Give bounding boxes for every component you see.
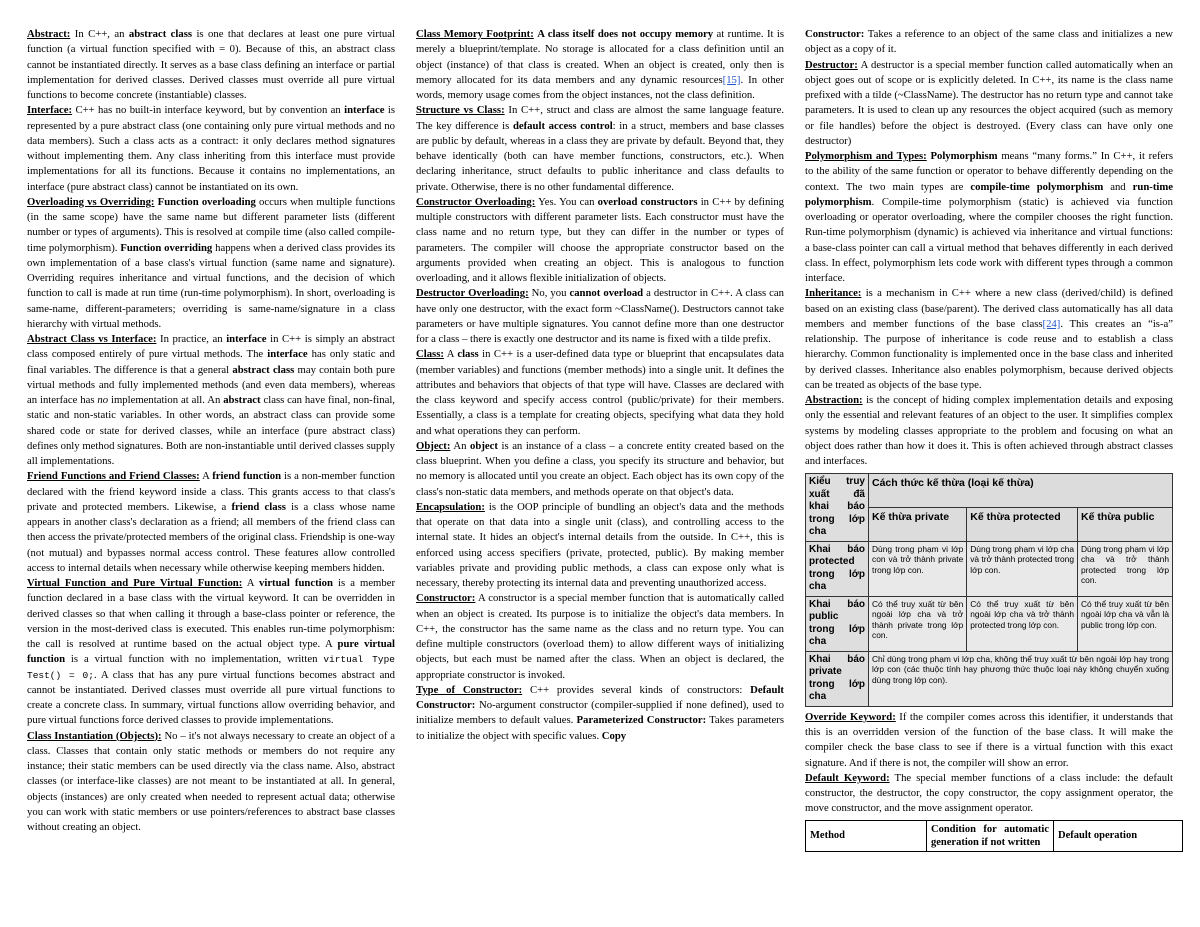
text-run: . This creates an “is-a” relationship. The purpose of inheritance is code reuse and to establish a class hierarchy. Common functionality is implemented once in the base class and inherited by derived classes. Inheritance also enables polymorphism, because derived objects can be treated as objects of the base type.: [805, 317, 1174, 391]
text-run: is a virtual function with no implementation, written: [65, 653, 324, 666]
text-run: A destructor is a special member function called automatically when an object goes out of scope or is explicitly deleted. In C++, its name is the class name prefixed with a tilde (~ClassName). The destructor has no return type and cannot take parameters. It is used to clean up any resources the object acquired (such as memory or file handles) before the object is destroyed. (Every class can have only one destructor): [805, 58, 1173, 147]
term-heading: Destructor:: [805, 58, 858, 71]
column-3-top: [805, 27, 1173, 469]
text-run: In C++, an: [70, 28, 129, 40]
paragraph: [416, 347, 784, 439]
term-heading: Constructor:: [416, 592, 476, 605]
paragraph: [27, 103, 395, 195]
paragraph: [416, 500, 784, 592]
table-cell: Có thể truy xuất từ bên ngoài lớp cha và trở thành protected trong lớp con.: [967, 596, 1078, 651]
reference-link[interactable]: [24]: [1042, 317, 1061, 330]
table-row: [806, 651, 1173, 706]
text-run: C++ provides several kinds of constructors:: [522, 683, 751, 696]
paragraph: [27, 27, 395, 103]
term-heading: Structure vs Class:: [416, 104, 505, 117]
text-run: a destructor in C++. A class can have only one destructor, with the exact form ~ClassName(). Destructors cannot take parameters or have multiple signatures. You cannot define more than one destructor for a class – there is exactly one destructor and its name is fixed with a tilde prefix.: [416, 287, 785, 345]
text-run: has only static and final variables. The difference is that a general: [27, 348, 395, 376]
term-heading: Type of Constructor:: [416, 683, 523, 696]
text-run: A: [443, 348, 458, 361]
text-run: at runtime. It is merely a blueprint/template. No storage is allocated for a class definition until an object (instance) of that class is created. When an object is created, only then is memory allocated for its data members and any dynamic resources: [416, 28, 785, 86]
text-run: is a class whose name appears in another class's declaration as a friend; all members of the friend class can then access the private/protected members of the original class. Friendship is one-way (not mutual) and bypasses normal access control. These features allow controlled access to internal details when necessary while otherwise keeping members hidden.: [27, 500, 396, 574]
column-3-bottom: [805, 710, 1173, 817]
method-header: Method: [806, 820, 927, 851]
text-run: and: [1103, 180, 1133, 193]
term-heading: Destructor Overloading:: [416, 287, 529, 300]
paragraph: [27, 729, 395, 836]
bold-text: object: [470, 439, 498, 452]
term-heading: Class Memory Footprint:: [416, 28, 534, 40]
bold-text: Default Constructor:: [416, 683, 784, 711]
bold-text: abstract class: [232, 363, 295, 376]
inheritance-table: [805, 473, 1173, 707]
bold-text: A class itself does not occupy memory: [537, 28, 714, 40]
paragraph: [27, 576, 395, 729]
text-run: No, you: [528, 287, 570, 300]
bold-text: interface: [226, 333, 267, 345]
header-protected: Kế thừa protected: [967, 508, 1078, 542]
header-public: Kế thừa public: [1077, 508, 1172, 542]
text-run: happens when a derived class provides its own implementation of a base class's virtual function (same name and signature). Overriding requires inheritance and virtual functions, and the decision of which function to call is made at run time (run-time polymorphism). In short, overloading is same-name, different-parameters; overriding is same-name/signature in a class hierarchy with virtual methods.: [27, 241, 395, 330]
bold-text: Polymorphism: [930, 150, 998, 162]
paragraph: [805, 710, 1173, 771]
paragraph: [416, 195, 784, 287]
table-cell: Dùng trong phạm vi lớp cha và trở thành protected trong lớp con.: [967, 541, 1078, 596]
bold-text: friend class: [231, 500, 286, 513]
text-run: . In other words, memory usage comes from the object instances, not the class definition.: [416, 73, 784, 101]
text-run: in C++ is simply an abstract class composed entirely of pure virtual methods. The: [27, 333, 395, 361]
method-table: [805, 820, 1183, 852]
term-heading: Class:: [416, 348, 444, 361]
text-run: is the concept of hiding complex implementation details and exposing only the essential and relevant features of an object to the user. It simplifies complex systems by modeling classes appropriate to the problem and focusing on what an object does rather than how it does it. This is often achieved through abstract classes and interfaces.: [805, 394, 1173, 467]
term-heading: Virtual Function and Pure Virtual Function:: [27, 577, 243, 589]
text-run: class can have final, non-final, static and non-static variables. In other words, an abstract class can provide some shared code or state for derived classes, while an interface (pure abstract class) defines only method signatures. Both are non-instantiable until derived classes supply all implementations.: [27, 394, 395, 467]
row-label: Khai báo public trong lớp cha: [806, 596, 869, 651]
bold-text: interface: [267, 348, 308, 361]
text-run: is represented by a pure abstract class (one containing only pure virtual methods and no data members). Such a class acts as a contract: it only declares method signatures without implementing them. Any class inheriting from this interface must provide implementations for all its functions. Because it contains no implementations, an interface (pure abstract class) cannot be instantiated on its own.: [27, 104, 395, 193]
default-operation-header: Default operation: [1054, 820, 1183, 851]
code-text: virtual Type Test() = 0;: [27, 654, 395, 681]
text-run: is a mechanism in C++ where a new class (derived/child) is defined based on an existing class (base/parent). The derived class automatically has all data members and member functions of the base class: [805, 287, 1173, 330]
paragraph: [805, 27, 1173, 58]
row-label: Khai báo private trong lớp cha: [806, 651, 869, 706]
bold-text: Copy: [601, 729, 627, 742]
paragraph: [805, 393, 1173, 469]
term-heading: Overloading vs Overriding:: [27, 195, 155, 208]
term-heading: Abstract:: [27, 28, 71, 40]
paragraph: [27, 332, 395, 469]
paragraph: [416, 103, 784, 195]
bold-text: Parameterized Constructor:: [576, 714, 707, 727]
table-row: [806, 596, 1173, 651]
bold-text: abstract class: [128, 28, 193, 40]
reference-link[interactable]: [15]: [722, 73, 741, 86]
paragraph: [416, 439, 784, 500]
text-run: may contain both pure virtual methods and fully implemented methods (and even data members), whereas an interface has: [27, 363, 395, 406]
table-cell: Có thể truy xuất từ bên ngoài lớp cha và vẫn là public trong lớp con.: [1077, 596, 1172, 651]
table-cell: Chỉ dùng trong phạm vi lớp cha, không thể truy xuất từ bên ngoài lớp hay trong lớp con (các thuộc tính hay phương thức thuộc loại này không chuyển xuống dùng trong lớp con).: [869, 651, 1173, 706]
bold-text: run-time polymorphism: [805, 180, 1174, 208]
inheritance-corner-header: Kiểu truy xuất đã khai báo trong lớp cha: [806, 474, 869, 542]
bold-text: Function overloading: [157, 195, 256, 208]
bold-text: Function overriding: [120, 241, 213, 254]
text-run: is an instance of a class – a concrete entity created based on the class blueprint. When you define a class, you specify its structure and behavior, but no memory is allocated until you create an object. Each object has its own copy of the class's non-static data members, and methods operate on that object's data.: [416, 439, 784, 498]
paragraph: [805, 771, 1173, 817]
text-run: If the compiler comes across this identifier, it understands that this is an overridden version of the function of the base class. It will make the compiler check the base class to see if there is a virtual function with this exact signature. And if there is not, the compiler will show an error.: [805, 710, 1173, 769]
text-run: Takes parameters to initialize the object with specific values.: [416, 714, 784, 742]
column-2: [416, 27, 784, 744]
bold-text: overload constructors: [597, 195, 698, 208]
text-run: occurs when multiple functions (in the same scope) have the same name but different parameter lists (different number or types of arguments). This is resolved at compile time (also called compile-time polymorphism).: [27, 195, 396, 254]
column-3: [805, 27, 1173, 852]
column-1: [27, 27, 395, 835]
bold-text: virtual function: [259, 577, 333, 589]
term-heading: Inheritance:: [805, 287, 862, 300]
term-heading: Abstract Class vs Interface:: [27, 333, 157, 345]
text-run: implementation at all. An: [108, 394, 224, 406]
text-run: In C++, struct and class are almost the same language feature. The key difference is: [416, 104, 784, 132]
bold-text: abstract: [223, 394, 261, 406]
table-cell: Có thể truy xuất từ bên ngoài lớp cha và trở thành private trong lớp con.: [869, 596, 967, 651]
bold-text: default access control: [512, 119, 613, 132]
italic-text: no: [97, 394, 109, 406]
bold-text: Constructor:: [805, 28, 865, 40]
text-run: The special member functions of a class include: the default constructor, the destructor, the copy constructor, the copy assignment operator, the move constructor, and the move assignment operator.: [805, 771, 1173, 815]
text-run: In practice, an: [156, 333, 227, 345]
bold-text: class: [457, 348, 479, 361]
text-run: means “many forms.” In C++, it refers to the ability of the same function or operator to behave differently depending on the context. The two main types are: [805, 150, 1173, 193]
text-run: No – it's not always necessary to create an object of a class. Classes that contain only static methods or members do not require any instance; their static members can be used directly via the class name. Also, abstract classes (or interface-like classes) are not meant to be instantiated at all. In general, objects (instances) are only created when needed to represent actual data; otherwise you can work with static members or use pointers/references to abstract base classes without creating an object.: [27, 729, 395, 833]
paragraph: [27, 195, 395, 332]
text-run: is a non-member function declared with the friend keyword inside a class. This grants access to that class's private and protected members. Likewise, a: [27, 470, 395, 513]
paragraph: [805, 149, 1173, 286]
table-cell: Dùng trong phạm vi lớp cha và trở thành protected trong lớp con.: [1077, 541, 1172, 596]
term-heading: Default Keyword:: [805, 771, 890, 784]
text-run: is one that declares at least one pure virtual function (a virtual function specified with = 0). Because of this, an abstract class cannot be instantiated directly. It serves as a base class defining an interface or partial implementation for derived classes. Derived classes must override all pure virtual functions to become concrete (instantiable) classes.: [27, 28, 395, 101]
text-run: is a member function declared in a base class with the virtual keyword. It can be overridden in derived classes so that when calling it through a base-class pointer or reference, the version in the most-derived class is executed. This enables run-time polymorphism: the call is resolved at runtime based on the actual object type. A: [27, 577, 396, 650]
header-private: Kế thừa private: [869, 508, 967, 542]
table-row: [806, 541, 1173, 596]
bold-text: friend function: [212, 470, 282, 483]
term-heading: Friend Functions and Friend Classes:: [27, 470, 200, 483]
text-run: . Compile-time polymorphism (static) is achieved via function overloading or operator overloading, where the compiler chooses the right function. Run-time polymorphism (dynamic) is achieved via inheritance and virtual functions: a base-class pointer can call a virtual method that behaves differently in each derived class. In effect, polymorphism lets code work with different types through a common interface.: [805, 195, 1173, 284]
row-label: Khai báo protected trong lớp cha: [806, 541, 869, 596]
paragraph: [805, 58, 1173, 150]
text-run: A: [199, 470, 213, 483]
bold-text: compile-time polymorphism: [970, 180, 1104, 193]
table-cell: Dùng trong phạm vi lớp con và trở thành private trong lớp con.: [869, 541, 967, 596]
bold-text: pure virtual function: [27, 638, 395, 666]
text-run: in C++ is a user-defined data type or blueprint that encapsulates data (member variables) and functions (member methods) into a single unit. It defines the attributes and behaviors that objects of that type will have. Classes are declared with the class keyword and specify access control (public/private) for their members. Essentially, a class is a template for creating objects, specifying what data they hold and what operations they can perform.: [416, 348, 784, 437]
term-heading: Polymorphism and Types:: [805, 150, 927, 162]
bold-text: interface: [344, 104, 385, 117]
text-run: Yes. You can: [535, 195, 598, 208]
paragraph: [416, 27, 784, 103]
text-run: A constructor is a special member function that is automatically called when an object is created. Its purpose is to initialize the object's data members. In C++, the constructor has the same name as the class and no return type. You can define multiple constructors (overload them) to allow different ways of initializing objects, but each must be named after the class. When an object is declared, the appropriate constructor is invoked.: [416, 592, 784, 681]
text-run: : in a struct, members and base classes are public by default, whereas in a class they are private by default. Beyond that, they behave identically (both can have member functions, constructors, etc.). When declaring inheritance, struct defaults to public inheritance and class defaults to private. Otherwise, there is no other fundamental difference.: [416, 119, 784, 193]
term-heading: Interface:: [27, 104, 73, 117]
condition-header: Condition for automatic generation if not written: [927, 820, 1054, 851]
paragraph: [27, 469, 395, 576]
term-heading: Object:: [416, 439, 451, 452]
text-run: A: [242, 577, 259, 589]
text-run: Takes a reference to an object of the same class and initializes a new object as a copy of it.: [805, 28, 1173, 56]
text-run: An: [450, 439, 471, 452]
paragraph: [805, 286, 1173, 393]
paragraph: [416, 286, 784, 347]
term-heading: Class Instantiation (Objects):: [27, 729, 162, 742]
term-heading: Constructor Overloading:: [416, 195, 536, 208]
inheritance-group-header: Cách thức kế thừa (loại kế thừa): [869, 474, 1173, 508]
bold-text: cannot overload: [569, 287, 644, 300]
paragraph: [416, 591, 784, 683]
term-heading: Encapsulation:: [416, 500, 485, 513]
term-heading: Override Keyword:: [805, 710, 896, 723]
text-run: is the OOP principle of bundling an object's data and the methods that operate on that data into a single unit (class), and controlling access to the internal state. It hides an object's internal details from the outside. In C++, this is enforced using access specifiers (private, protected, public). By making member variables private and providing public methods, a class can expose only what is necessary, thereby protecting its internal data and preventing unauthorized access.: [416, 500, 784, 589]
text-run: C++ has no built-in interface keyword, but by convention an: [72, 104, 345, 117]
paragraph: [416, 683, 784, 744]
term-heading: Abstraction:: [805, 394, 863, 406]
text-run: in C++ by defining multiple constructors with different parameter lists. Each constructor must have the class name and no return type, but they can differ in the number or types of parameters. The compiler will choose the appropriate constructor based on the arguments provided when creating an object. This is analogous to function overloading, and it allows flexible initialization of objects.: [416, 195, 785, 284]
text-run: . A class that has any pure virtual functions becomes abstract and cannot be instantiated. Derived classes must override all pure virtual functions to create a concrete class. In summary, virtual functions allow overriding behavior, and pure virtual functions force derived classes to provide implementations.: [27, 668, 396, 727]
text-run: No-argument constructor (compiler-supplied if none defined), used to initialize members to default values.: [416, 699, 784, 727]
